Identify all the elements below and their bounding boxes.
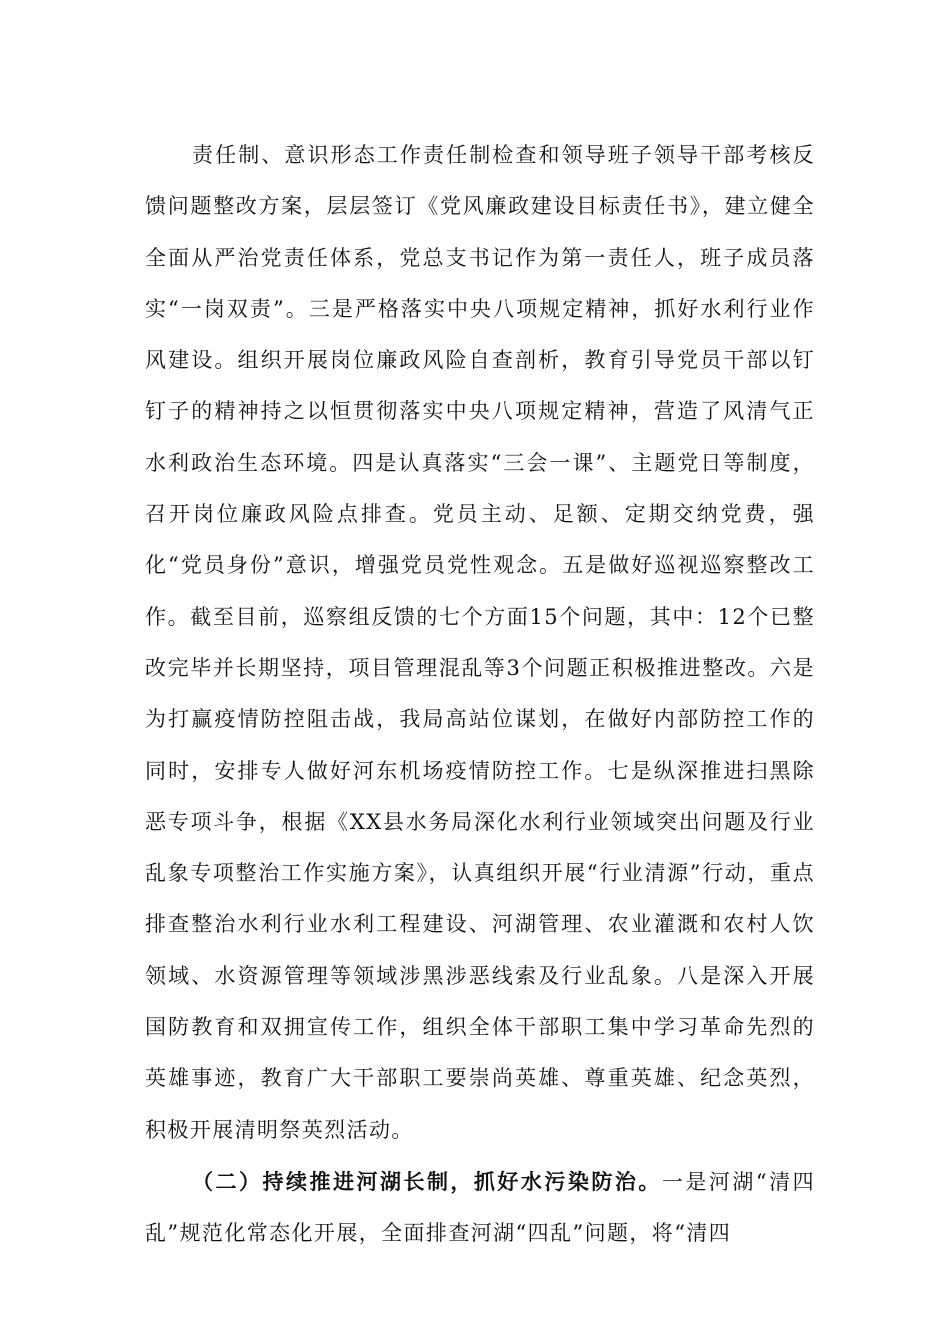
paragraph-1 (145, 130, 815, 1156)
paragraph-2-text: 一是河湖“清四乱”规范化常态化开展，全面排查河湖“四乱”问题，将“清四 (145, 1169, 815, 1246)
document-body (145, 130, 815, 1260)
section-heading: （二）持续推进河湖长制，抓好水污染防治。 (192, 1168, 662, 1194)
paragraph-2 (145, 1156, 815, 1260)
paragraph-1-text: 责任制、意识形态工作责任制检查和领导班子领导干部考核反馈问题整改方案，层层签订《党风廉政建设目标责任书》，建立健全全面从严治党责任体系，党总支书记作为第一责任人，班子成员落实“一岗双责”。三是严格落实中央八项规定精神，抓好水利行业作风建设。组织开展岗位廉政风险自查剖析，教育引导党员干部以钉钉子的精神持之以恒贯彻落实中央八项规定精神，营造了风清气正水利政治生态环境。四是认真落实“三会一课”、主题党日等制度，召开岗位廉政风险点排查。党员主动、足额、定期交纳党费，强化“党员身份”意识，增强党员党性观念。五是做好巡视巡察整改工作。截至目前，巡察组反馈的七个方面15个问题，其中：12个已整改完毕并长期坚持，项目管理混乱等3个问题正积极推进整改。六是为打赢疫情防控阻击战，我局高站位谋划，在做好内部防控工作的同时，安排专人做好河东机场疫情防控工作。七是纵深推进扫黑除恶专项斗争，根据《XX县水务局深化水利行业领域突出问题及行业乱象专项整治工作实施方案》，认真组织开展“行业清源”行动，重点排查整治水利行业水利工程建设、河湖管理、农业灌溉和农村人饮领域、水资源管理等领域涉黑涉恶线索及行业乱象。八是深入开展国防教育和双拥宣传工作，组织全体干部职工集中学习革命先烈的英雄事迹，教育广大干部职工要崇尚英雄、尊重英雄、纪念英烈，积极开展清明祭英烈活动。 (145, 143, 815, 1142)
